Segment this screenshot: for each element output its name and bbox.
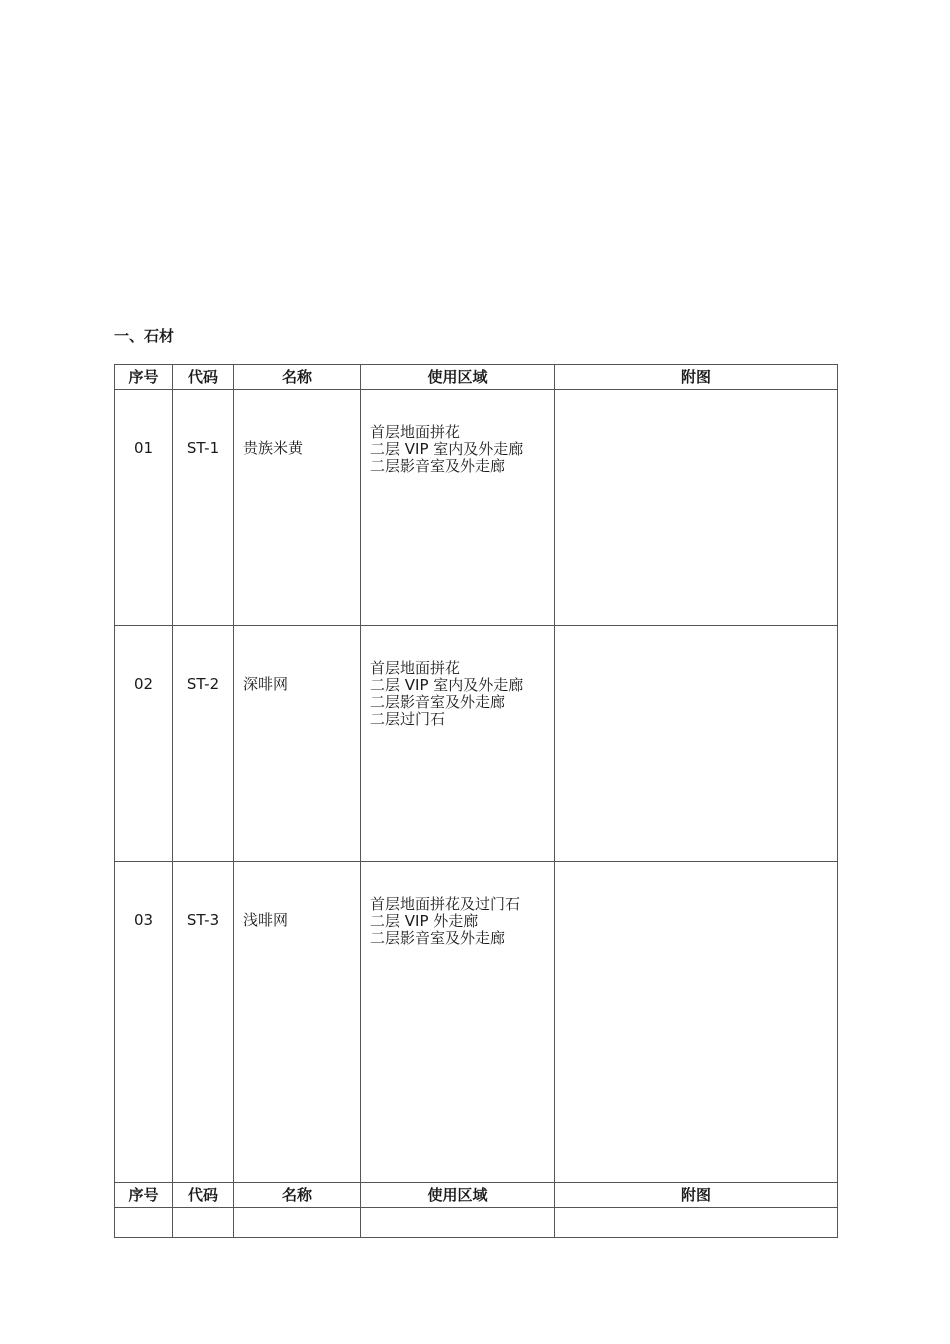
stone-material-table xyxy=(114,364,838,1238)
row-no: 02 xyxy=(115,626,173,862)
area-line: 二层 VIP 室内及外走廊 xyxy=(370,676,524,694)
area-line: 二层影音室及外走廊 xyxy=(370,693,506,711)
area-line: 首层地面拼花及过门石 xyxy=(370,895,521,913)
row-code: ST-3 xyxy=(173,862,234,1183)
header-no: 序号 xyxy=(115,365,173,390)
empty-cell xyxy=(555,1208,838,1238)
header-area: 使用区域 xyxy=(361,1183,555,1208)
row-image-cell xyxy=(555,862,838,1183)
area-line: 首层地面拼花 xyxy=(370,423,461,441)
row-area xyxy=(361,390,555,626)
row-no: 01 xyxy=(115,390,173,626)
area-line: 二层影音室及外走廊 xyxy=(370,929,506,947)
header-code: 代码 xyxy=(173,365,234,390)
table-row xyxy=(115,626,838,862)
row-name: 贵族米黄 xyxy=(234,390,361,626)
row-no: 03 xyxy=(115,862,173,1183)
empty-cell xyxy=(361,1208,555,1238)
table-header-row xyxy=(115,365,838,390)
header-area: 使用区域 xyxy=(361,365,555,390)
section-title: 一、石材 xyxy=(114,327,175,345)
row-area xyxy=(361,626,555,862)
table-row xyxy=(115,862,838,1183)
row-code: ST-2 xyxy=(173,626,234,862)
empty-cell xyxy=(234,1208,361,1238)
empty-cell xyxy=(173,1208,234,1238)
empty-table-row xyxy=(115,1208,838,1238)
area-line: 二层 VIP 室内及外走廊 xyxy=(370,440,524,458)
table-row xyxy=(115,390,838,626)
header-image: 附图 xyxy=(555,1183,838,1208)
row-image-cell xyxy=(555,390,838,626)
row-name: 浅啡网 xyxy=(234,862,361,1183)
area-line: 二层 VIP 外走廊 xyxy=(370,912,479,930)
header-code: 代码 xyxy=(173,1183,234,1208)
row-area xyxy=(361,862,555,1183)
row-code: ST-1 xyxy=(173,390,234,626)
header-name: 名称 xyxy=(234,365,361,390)
area-line: 首层地面拼花 xyxy=(370,659,461,677)
header-no: 序号 xyxy=(115,1183,173,1208)
table-header-row-repeat xyxy=(115,1183,838,1208)
header-name: 名称 xyxy=(234,1183,361,1208)
header-image: 附图 xyxy=(555,365,838,390)
row-image-cell xyxy=(555,626,838,862)
area-line: 二层过门石 xyxy=(370,710,446,728)
empty-cell xyxy=(115,1208,173,1238)
area-line: 二层影音室及外走廊 xyxy=(370,457,506,475)
row-name: 深啡网 xyxy=(234,626,361,862)
